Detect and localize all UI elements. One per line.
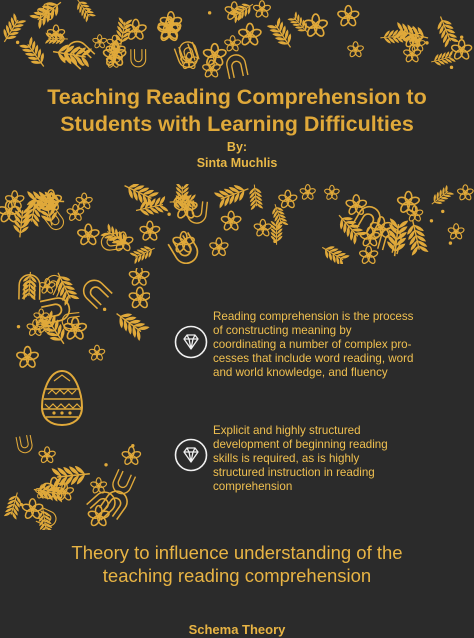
decorated-egg-icon: [40, 369, 84, 427]
point-text: [213, 424, 448, 494]
point-line: cesses that include word reading, word: [213, 352, 414, 365]
floral-border-middle: [0, 184, 474, 264]
diamond-icon: [174, 325, 208, 359]
title-line: Teaching Reading Comprehension to: [47, 85, 427, 109]
theory-heading: [0, 541, 474, 587]
point-line: and world knowledge, and fluency: [213, 366, 388, 379]
point-line: skills is required, as is highly: [213, 452, 360, 465]
theory-line: teaching reading comprehension: [102, 565, 372, 586]
point-line: coordinating a number of complex pro-: [213, 338, 412, 351]
floral-border-top: [0, 0, 474, 80]
floral-pattern-icon: [0, 268, 150, 368]
floral-cluster-left-upper: [0, 268, 150, 368]
point-line: structured instruction in reading: [213, 466, 375, 479]
by-label: By:: [226, 140, 248, 154]
floral-cluster-left-lower: [0, 435, 150, 530]
floral-pattern-icon: [0, 0, 474, 80]
point-line: Explicit and highly structured: [213, 424, 361, 437]
section-heading: Schema Theory: [188, 622, 286, 637]
point-text: [213, 310, 448, 380]
page-title: [0, 84, 474, 138]
point-line: of constructing meaning by: [213, 324, 352, 337]
point-line: development of beginning reading: [213, 438, 388, 451]
floral-pattern-icon: [0, 184, 474, 264]
theory-line: Theory to influence understanding of the: [71, 542, 403, 563]
diamond-icon: [174, 438, 208, 472]
author-name: Sinta Muchlis: [196, 156, 278, 170]
title-line: Students with Learning Difficulties: [60, 112, 414, 136]
point-line: Reading comprehension is the process: [213, 310, 414, 323]
floral-pattern-icon: [0, 435, 150, 530]
point-line: comprehension: [213, 480, 293, 493]
